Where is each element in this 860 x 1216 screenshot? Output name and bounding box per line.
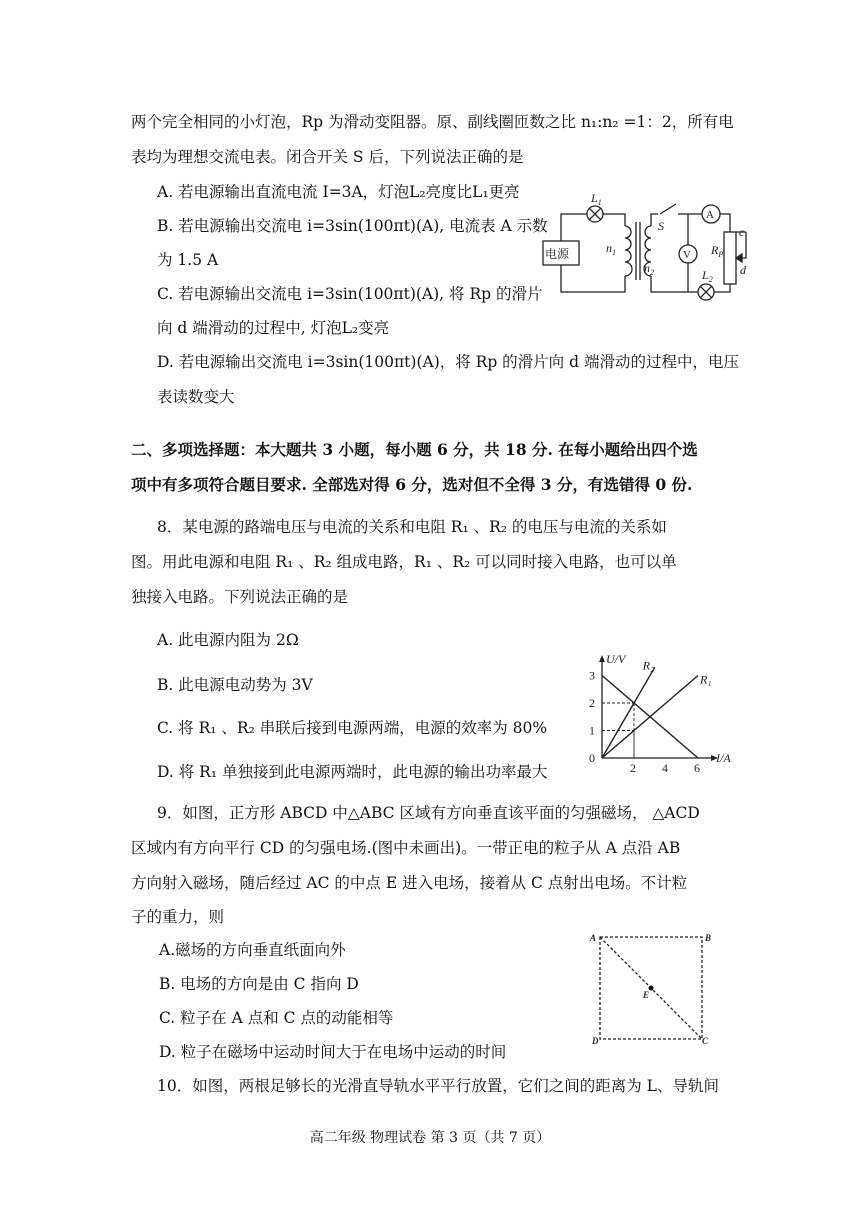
page-footer: 高二年级 物理试卷 第 3 页（共 7 页） <box>309 1130 551 1146</box>
svg-text:A: A <box>590 933 597 943</box>
q8-line-1: 8．某电源的路端电压与电流的关系和电阻 R₁ 、R₂ 的电压与电流的关系如 <box>157 518 667 536</box>
origin-label: 0 <box>589 751 595 765</box>
q7-option-c: C. 若电源输出交流电 i=3sin(100πt)(A), 将 Rp 的滑片 <box>157 285 543 303</box>
x-tick-label: 2 <box>630 761 636 775</box>
q8-line-2: 图。用此电源和电阻 R₁ 、R₂ 组成电路，R₁ 、R₂ 可以同时接入电路，也可以单 <box>131 553 677 571</box>
q8-option-b: B. 此电源电动势为 3V <box>157 676 313 694</box>
svg-text:电源: 电源 <box>545 247 570 261</box>
switch-s <box>660 204 676 214</box>
svg-text:n2: $n_2$ <box>644 261 654 277</box>
svg-text:L1: $L_1$ <box>591 191 602 207</box>
svg-text:c: c <box>739 225 745 239</box>
x-tick-label: 4 <box>662 761 668 775</box>
primary-coil <box>625 226 632 276</box>
y-tick-label: 1 <box>589 723 595 738</box>
square-abcd-figure <box>585 928 715 1046</box>
y-tick-label: 2 <box>589 696 595 710</box>
q9-line-4: 子的重力，则 <box>131 908 225 926</box>
svg-text:V: V <box>683 249 691 261</box>
y-axis-arrow <box>599 655 605 662</box>
q9-option-b: B. 电场的方向是由 C 指向 D <box>159 975 359 993</box>
svg-text:D: D <box>592 1036 599 1046</box>
svg-text:E: E <box>643 990 650 1000</box>
rheostat-rp <box>724 232 736 284</box>
section-2-title-line-2: 项中有多项符合题目要求. 全部选对得 6 分，选对但不全得 3 分，有选错得 0 份. <box>131 475 693 494</box>
q9-line-3: 方向射入磁场，随后经过 AC 的中点 E 进入电场，接着从 C 点射出电场。不计粒 <box>131 874 688 892</box>
q7-option-a: A. 若电源输出直流电流 I=3A，灯泡L₂亮度比L₁更亮 <box>157 183 520 201</box>
q9-line-1: 9．如图，正方形 ABCD 中△ABC 区域有方向垂直该平面的匀强磁场， △ACD <box>157 804 700 822</box>
svg-text:RP: $R_P$ <box>711 243 724 259</box>
x-tick-label: 6 <box>694 761 700 775</box>
svg-text:B: B <box>705 933 712 943</box>
q9-option-a: A.磁场的方向垂直纸面向外 <box>159 941 346 959</box>
midpoint-e <box>649 986 654 991</box>
svg-text:L2: $L_2$ <box>702 268 713 284</box>
q7-line-2: 表均为理想交流电表。闭合开关 S 后，下列说法正确的是 <box>131 148 524 166</box>
q8-option-d: D. 将 R₁ 单独接到此电源两端时，此电源的输出功率最大 <box>157 763 548 781</box>
q7-option-c-cont: 向 d 端滑动的过程中, 灯泡L₂变亮 <box>157 319 390 337</box>
q7-option-d-cont: 表读数变大 <box>157 388 235 406</box>
u-i-chart <box>582 645 752 777</box>
svg-text:C: C <box>702 1036 709 1046</box>
q7-option-b: B. 若电源输出交流电 i=3sin(100πt)(A), 电流表 A 示数 <box>157 217 548 235</box>
q7-line-1: 两个完全相同的小灯泡，Rp 为滑动变阻器。原、副线圈匝数之比 n₁:n₂ =1：2，所有电 <box>131 113 734 131</box>
series-label-1: R₂ <box>642 658 655 673</box>
transformer-circuit-figure <box>540 188 756 308</box>
y-tick-label: 3 <box>589 668 595 683</box>
q9-option-d: D. 粒子在磁场中运动时间大于在电场中运动的时间 <box>159 1043 507 1061</box>
series-line-1 <box>602 667 655 758</box>
q7-option-d: D. 若电源输出交流电 i=3sin(100πt)(A)，将 Rp 的滑片向 d 端滑动的过程中，电压 <box>157 353 739 371</box>
q8-option-a: A. 此电源内阻为 2Ω <box>157 631 299 649</box>
q8-option-c: C. 将 R₁ 、R₂ 串联后接到电源两端，电源的效率为 80% <box>157 719 548 737</box>
x-axis-label: I/A <box>716 751 731 765</box>
q10-line-1: 10．如图，两根足够长的光滑直导轨水平平行放置，它们之间的距离为 L、导轨间 <box>157 1077 719 1095</box>
q7-option-b-cont: 为 1.5 A <box>157 251 219 269</box>
q9-option-c: C. 粒子在 A 点和 C 点的动能相等 <box>159 1009 394 1027</box>
y-axis-label: U/V <box>606 652 626 666</box>
svg-text:n1: $n_1$ <box>606 241 616 257</box>
series-label-2: R₁ <box>700 672 712 687</box>
q8-line-3: 独接入电路。下列说法正确的是 <box>131 588 349 606</box>
svg-text:S: S <box>658 219 664 233</box>
q9-line-2: 区域内有方向平行 CD 的匀强电场.(图中未画出)。一带正电的粒子从 A 点沿 AB <box>131 839 681 857</box>
section-2-title-line-1: 二、多项选择题：本大题共 3 小题，每小题 6 分，共 18 分. 在每小题给出四个选 <box>131 440 698 459</box>
svg-text:A: A <box>706 209 714 221</box>
svg-text:d: d <box>740 263 746 277</box>
